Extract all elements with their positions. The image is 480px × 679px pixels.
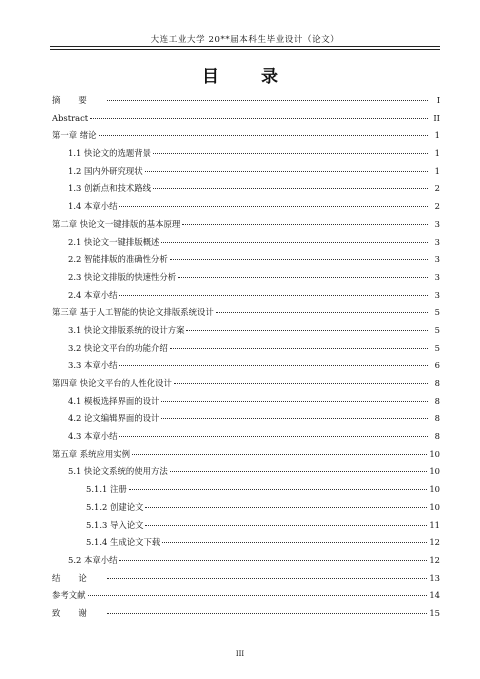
toc-entry[interactable] — [52, 446, 440, 464]
toc-entry-page: 10 — [429, 501, 440, 512]
toc-entry-label: 3.1 快论文排版系统的设计方案 — [68, 324, 185, 335]
toc-leader-dots — [90, 118, 428, 119]
toc-entry-page: 5 — [434, 342, 440, 353]
toc-entry-page: 2 — [434, 201, 440, 212]
toc-entry-page: 8 — [434, 413, 440, 424]
toc-leader-dots — [145, 171, 428, 172]
toc-entry[interactable] — [52, 393, 440, 411]
toc-entry[interactable] — [52, 481, 440, 499]
toc-entry-page: 8 — [434, 378, 440, 388]
toc-entry-label: 第一章 绪论 — [52, 130, 97, 141]
toc-entry-page: 8 — [434, 431, 440, 442]
toc-leader-dots — [145, 525, 427, 526]
toc-leader-dots — [170, 259, 428, 260]
toc-leader-dots — [119, 365, 428, 366]
toc-leader-dots — [178, 277, 428, 278]
toc-entry-label: 1.1 快论文的选题背景 — [68, 148, 151, 159]
toc-entry-page: 1 — [434, 148, 440, 159]
toc-entry-page: II — [433, 112, 440, 123]
toc-entry-label: 1.3 创新点和技术路线 — [68, 183, 151, 194]
toc-entry[interactable] — [52, 570, 440, 588]
toc-entry[interactable] — [52, 587, 440, 605]
toc-entry-label: 2.2 智能排版的准确性分析 — [68, 254, 168, 265]
toc-leader-dots — [170, 348, 428, 349]
toc-entry-label: 第四章 快论文平台的人性化设计 — [52, 378, 172, 388]
toc-entry-page: 10 — [429, 484, 440, 495]
toc-leader-dots — [99, 135, 428, 136]
toc-entry[interactable] — [52, 428, 440, 446]
toc-leader-dots — [88, 595, 428, 596]
toc-entry-label: 4.2 论文编辑界面的设计 — [68, 413, 160, 424]
toc-entry[interactable] — [52, 269, 440, 287]
toc-entry[interactable] — [52, 410, 440, 428]
toc-entry-label: 结论 — [52, 572, 105, 583]
toc-leader-dots — [170, 471, 428, 472]
toc-entry[interactable] — [52, 322, 440, 340]
toc-entry[interactable] — [52, 304, 440, 322]
toc-entry[interactable] — [52, 340, 440, 358]
header-rule — [50, 46, 440, 50]
toc-entry[interactable] — [52, 216, 440, 234]
toc-entry-label: 2.1 快论文一键排版概述 — [68, 236, 160, 247]
toc-entry[interactable] — [52, 145, 440, 163]
toc-leader-dots — [161, 242, 428, 243]
toc-entry-page: 12 — [429, 554, 440, 565]
toc-entry-label: 1.4 本章小结 — [68, 201, 118, 212]
toc-entry-label: 4.1 模板选择界面的设计 — [68, 395, 160, 406]
toc-entry-page: I — [436, 95, 440, 105]
toc-entry-label: 4.3 本章小结 — [68, 431, 118, 442]
toc-entry-label: 5.1.2 创建论文 — [86, 501, 144, 512]
toc-leader-dots — [107, 613, 428, 614]
toc-leader-dots — [107, 578, 428, 579]
toc-entry-page: 10 — [429, 466, 440, 477]
toc-entry[interactable] — [52, 287, 440, 305]
page-number: III — [235, 650, 245, 658]
toc-entry-page: 3 — [434, 271, 440, 282]
toc-entry-label: 3.3 本章小结 — [68, 360, 118, 371]
toc-entry[interactable] — [52, 110, 440, 128]
toc-entry[interactable] — [52, 463, 440, 481]
toc-entry-page: 1 — [434, 165, 440, 176]
toc-entry-page: 3 — [434, 289, 440, 300]
toc-entry-page: 5 — [434, 324, 440, 335]
toc-entry-page: 3 — [434, 218, 440, 229]
page-header: 大连工业大学 20**届本科生毕业设计（论文） — [150, 35, 340, 45]
toc-entry-label: 第二章 快论文一键排版的基本原理 — [52, 218, 181, 229]
toc-entry[interactable] — [52, 92, 440, 110]
toc-leader-dots — [129, 489, 428, 490]
toc-entry-page: 2 — [434, 183, 440, 194]
toc-entry-page: 14 — [429, 590, 440, 601]
toc-leader-dots — [174, 383, 428, 384]
toc-entry-page: 8 — [434, 395, 440, 406]
toc-entry-label: 2.4 本章小结 — [68, 289, 118, 300]
toc-leader-dots — [119, 295, 428, 296]
toc-entry-page: 5 — [434, 307, 440, 318]
toc-entry-label: 5.1.4 生成论文下载 — [86, 537, 161, 548]
toc-leader-dots — [182, 224, 428, 225]
toc-entry-label: 5.2 本章小结 — [68, 554, 118, 565]
toc-entry[interactable] — [52, 127, 440, 145]
toc-entry-label: 1.2 国内外研究现状 — [68, 165, 143, 176]
toc-entry-page: 13 — [429, 572, 440, 583]
toc-entry-label: 3.2 快论文平台的功能介绍 — [68, 342, 168, 353]
toc-leader-dots — [216, 312, 428, 313]
toc-entry[interactable] — [52, 375, 440, 393]
toc-leader-dots — [161, 418, 428, 419]
toc-entry-page: 3 — [434, 254, 440, 265]
toc-entry-label: 第三章 基于人工智能的快论文排版系统设计 — [52, 307, 214, 318]
toc-entry[interactable] — [52, 552, 440, 570]
toc-leader-dots — [145, 507, 427, 508]
toc-entry[interactable] — [52, 251, 440, 269]
toc-leader-dots — [161, 401, 428, 402]
toc-entry-label: 2.3 快论文排版的快速性分析 — [68, 271, 177, 282]
toc-entry-page: 6 — [434, 360, 440, 371]
toc-entry-page: 10 — [429, 448, 440, 459]
toc-entry[interactable] — [52, 198, 440, 216]
toc-leader-dots — [132, 454, 427, 455]
toc-entry[interactable] — [52, 180, 440, 198]
table-of-contents — [52, 92, 440, 623]
toc-leader-dots — [119, 436, 428, 437]
toc-entry-label: 摘要 — [52, 95, 105, 105]
toc-entry-label: 5.1.3 导入论文 — [86, 519, 144, 530]
toc-leader-dots — [107, 100, 428, 101]
toc-entry-page: 12 — [429, 537, 440, 548]
toc-entry-page: 1 — [434, 130, 440, 141]
toc-entry[interactable] — [52, 534, 440, 552]
toc-entry-page: 11 — [429, 519, 440, 530]
toc-leader-dots — [162, 542, 427, 543]
toc-entry-label: 致谢 — [52, 607, 105, 618]
toc-entry[interactable] — [52, 499, 440, 517]
toc-entry-label: 参考文献 — [52, 590, 86, 601]
toc-entry[interactable] — [52, 163, 440, 181]
toc-entry-label: 5.1.1 注册 — [86, 484, 127, 495]
toc-entry[interactable] — [52, 517, 440, 535]
toc-leader-dots — [119, 560, 427, 561]
toc-entry[interactable] — [52, 605, 440, 623]
toc-leader-dots — [186, 330, 428, 331]
toc-leader-dots — [153, 153, 428, 154]
toc-leader-dots — [119, 206, 428, 207]
toc-entry-label: 5.1 快论文系统的使用方法 — [68, 466, 168, 477]
toc-title: 目 录 — [202, 67, 296, 87]
toc-leader-dots — [153, 188, 428, 189]
toc-entry-page: 15 — [429, 607, 440, 618]
toc-entry[interactable] — [52, 357, 440, 375]
toc-entry-label: Abstract — [52, 112, 89, 123]
toc-entry-label: 第五章 系统应用实例 — [52, 448, 131, 459]
toc-entry[interactable] — [52, 234, 440, 252]
toc-entry-page: 3 — [434, 236, 440, 247]
